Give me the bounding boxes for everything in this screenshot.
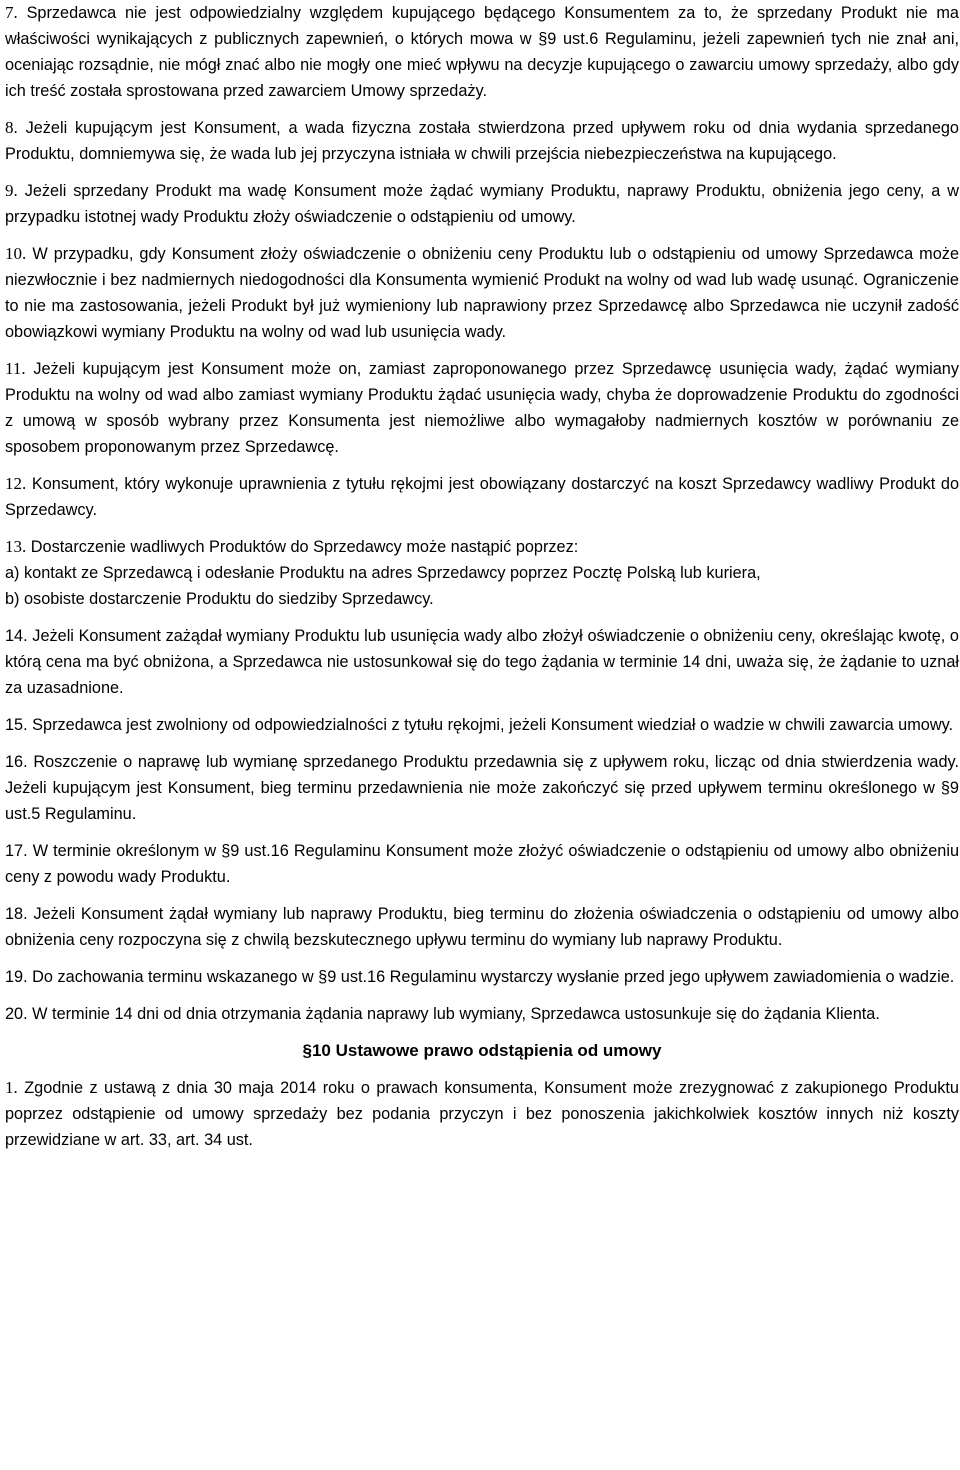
paragraph-text: Zgodnie z ustawą z dnia 30 maja 2014 roku o prawach konsumenta, Konsument może zrezygnować z zakupionego Produktu poprzez odstąpienie od umowy sprzedaży bez podania przyczyn i bez ponoszenia jakichkolwiek kosztów innych niż koszty przewidziane w art. 33, art. 34 ust. <box>5 1079 959 1149</box>
paragraph-number: 13. <box>5 537 27 556</box>
paragraph-p11 <box>5 356 959 460</box>
paragraph-p19 <box>5 964 959 990</box>
paragraph-p10 <box>5 241 959 345</box>
paragraph-number: 8. <box>5 118 18 137</box>
paragraph-number: 10. <box>5 244 27 263</box>
paragraph-text: W przypadku, gdy Konsument złoży oświadczenie o obniżeniu ceny Produktu lub o odstąpieniu od umowy Sprzedawca może niezwłocznie i bez nadmiernych niedogodności dla Konsumenta wymienić Produkt na wolny od wad lub wadę usunąć. Ograniczenie to nie ma zastosowania, jeżeli Produkt był już wymieniony lub naprawiony przez Sprzedawcę albo Sprzedawca nie uczynił zadość obowiązkowi wymiany Produktu na wolny od wad lub usunięcia wady. <box>5 245 959 341</box>
paragraph-text: Jeżeli kupującym jest Konsument może on, zamiast zaproponowanego przez Sprzedawcę usunięcia wady, żądać wymiany Produktu na wolny od wad albo zamiast wymiany Produktu żądać usunięcia wady, chyba że doprowadzenie Produktu do zgodności z umową w sposób wybrany przez Konsumenta jest niemożliwe albo wymagałoby nadmiernych kosztów w porównaniu ze sposobem proponowanym przez Sprzedawcę. <box>5 360 960 456</box>
paragraph-number: 14. <box>5 627 28 645</box>
paragraph-number: 11. <box>5 359 26 378</box>
paragraph-text: Jeżeli sprzedany Produkt ma wadę Konsument może żądać wymiany Produktu, naprawy Produktu, obniżenia jego ceny, a w przypadku istotnej wady Produktu złoży oświadczenie o odstąpieniu od umowy. <box>5 182 959 226</box>
paragraph-p7 <box>5 0 959 104</box>
paragraph-number: 18. <box>5 905 28 923</box>
paragraph-p9 <box>5 178 959 230</box>
paragraph-number: 16. <box>5 753 28 771</box>
paragraph-number: 19. <box>5 968 28 986</box>
paragraph-number: 20. <box>5 1005 28 1023</box>
paragraph-p13b <box>5 586 959 612</box>
document-page <box>5 0 959 1164</box>
paragraph-s1 <box>5 1075 959 1153</box>
paragraph-text: Dostarczenie wadliwych Produktów do Sprzedawcy może nastąpić poprzez: <box>30 538 579 556</box>
paragraph-text: a) kontakt ze Sprzedawcą i odesłanie Produktu na adres Sprzedawcy poprzez Pocztę Polską lub kuriera, <box>5 564 761 582</box>
paragraph-p17 <box>5 838 959 890</box>
paragraph-number: 17. <box>5 842 28 860</box>
paragraph-text: b) osobiste dostarczenie Produktu do siedziby Sprzedawcy. <box>5 590 434 608</box>
section-heading: §10 Ustawowe prawo odstąpienia od umowy <box>302 1041 662 1060</box>
paragraph-number: 1. <box>5 1078 18 1097</box>
paragraph-p18 <box>5 901 959 953</box>
paragraph-number: 15. <box>5 716 28 734</box>
paragraph-text: Jeżeli Konsument zażądał wymiany Produktu lub usunięcia wady albo złożył oświadczenie o obniżeniu ceny, określając kwotę, o którą cena ma być obniżona, a Sprzedawca nie ustosunkował się do tego żądania w terminie 14 dni, uważa się, że żądanie to uznał za uzasadnione. <box>5 627 959 697</box>
paragraph-text: Konsument, który wykonuje uprawnienia z tytułu rękojmi jest obowiązany dostarczyć na koszt Sprzedawcy wadliwy Produkt do Sprzedawcy. <box>5 475 959 519</box>
paragraph-text: Do zachowania terminu wskazanego w §9 ust.16 Regulaminu wystarczy wysłanie przed jego upływem zawiadomienia o wadzie. <box>32 968 955 986</box>
paragraph-p12 <box>5 471 959 523</box>
paragraph-text: Jeżeli kupującym jest Konsument, a wada fizyczna została stwierdzona przed upływem roku od dnia wydania sprzedanego Produktu, domniemywa się, że wada lub jej przyczyna istniała w chwili przejścia niebezpieczeństwa na kupującego. <box>5 119 959 163</box>
paragraph-text: Sprzedawca nie jest odpowiedzialny względem kupującego będącego Konsumentem za to, że sprzedany Produkt nie ma właściwości wynikających z publicznych zapewnień, o których mowa w §9 ust.6 Regulaminu, jeżeli zapewnień tych nie znał ani, oceniając rozsądnie, nie mógł znać albo nie mogły one mieć wpływu na decyzje kupującego o zawarciu umowy sprzedaży, albo gdy ich treść została sprostowana przed zawarciem Umowy sprzedaży. <box>5 4 959 100</box>
paragraph-text: Sprzedawca jest zwolniony od odpowiedzialności z tytułu rękojmi, jeżeli Konsument wiedział o wadzie w chwili zawarcia umowy. <box>32 716 954 734</box>
paragraph-number: 7. <box>5 3 18 22</box>
paragraph-p15 <box>5 712 959 738</box>
paragraph-p16 <box>5 749 959 827</box>
paragraph-number: 9. <box>5 181 18 200</box>
paragraph-p13 <box>5 534 959 560</box>
paragraph-number: 12. <box>5 474 27 493</box>
paragraph-p14 <box>5 623 959 701</box>
section-paragraph-list <box>5 1075 959 1153</box>
paragraph-text: Roszczenie o naprawę lub wymianę sprzedanego Produktu przedawnia się z upływem roku, licząc od dnia stwierdzenia wady. Jeżeli kupującym jest Konsument, bieg terminu przedawnienia nie może zakończyć się przed upływem terminu określonego w §9 ust.5 Regulaminu. <box>5 753 959 823</box>
paragraph-text: Jeżeli Konsument żądał wymiany lub naprawy Produktu, bieg terminu do złożenia oświadczenia o odstąpieniu od umowy albo obniżenia ceny rozpoczyna się z chwilą bezskutecznego upływu terminu do wymiany lub naprawy Produktu. <box>5 905 959 949</box>
paragraph-text: W terminie określonym w §9 ust.16 Regulaminu Konsument może złożyć oświadczenie o odstąpieniu od umowy albo obniżeniu ceny z powodu wady Produktu. <box>5 842 959 886</box>
paragraph-text: W terminie 14 dni od dnia otrzymania żądania naprawy lub wymiany, Sprzedawca ustosunkuje się do żądania Klienta. <box>32 1005 880 1023</box>
paragraph-p8 <box>5 115 959 167</box>
paragraph-p20 <box>5 1001 959 1027</box>
paragraph-p13a <box>5 560 959 586</box>
paragraph-list <box>5 0 959 1027</box>
